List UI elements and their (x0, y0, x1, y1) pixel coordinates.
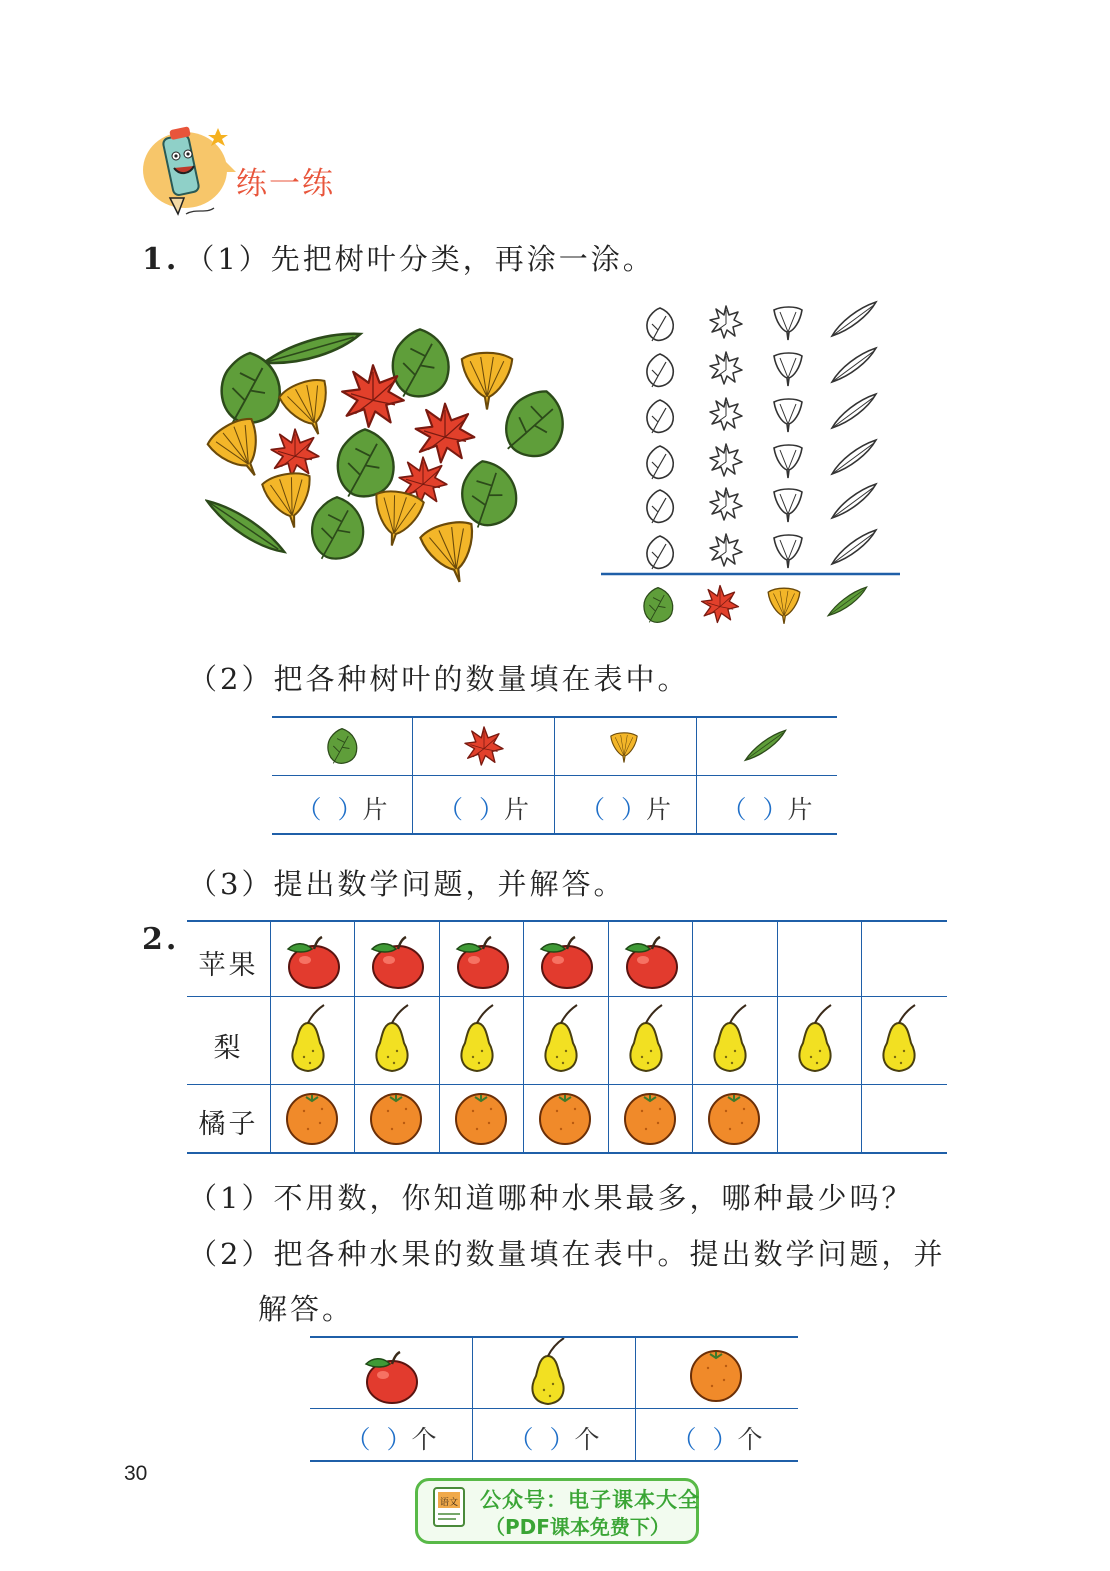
q2-number: 2. (142, 922, 180, 957)
apple-answer[interactable]: （ ）个 (345, 1425, 437, 1454)
tally-base-green-leaf-icon (644, 588, 673, 623)
leaf-answer-2[interactable]: （ ）片 (438, 795, 529, 824)
pear-answer[interactable]: （ ）个 (508, 1425, 600, 1454)
page-number: 30 (124, 1462, 148, 1485)
apple-icon (288, 937, 339, 988)
fruit-table-header-icons (310, 1338, 798, 1408)
q1-part1-text: （1）先把树叶分类，再涂一涂。 (185, 242, 655, 276)
q2-part1-text: （1）不用数，你知道哪种水果最多，哪种最少吗？ (188, 1181, 914, 1215)
leaf-answer-1[interactable]: （ ）片 (296, 795, 388, 824)
pear-icon (799, 1005, 831, 1071)
orange-icon (540, 1094, 590, 1144)
long-green-leaf-icon (745, 730, 785, 760)
orange-icon (287, 1094, 337, 1144)
pear-icon (292, 1005, 324, 1071)
watermark-line-2: （PDF课本免费下） (485, 1515, 670, 1539)
tally-column-green (647, 308, 673, 569)
apple-icon (366, 1352, 417, 1403)
leaf-table-header-icons (272, 718, 837, 774)
green-leaf-icon (328, 729, 357, 764)
tally-base-long-leaf-icon (828, 587, 866, 616)
pear-icon (883, 1005, 915, 1071)
q2-part2-text-cont: 解答。 (258, 1292, 355, 1326)
leaf-answer-4[interactable]: （ ）片 (721, 795, 813, 824)
pear-row (292, 1005, 915, 1071)
fruit-grid (270, 921, 947, 1152)
watermark-line-1: 公众号：电子课本大全 (480, 1488, 700, 1512)
pear-icon (630, 1005, 662, 1071)
pear-icon (461, 1005, 493, 1071)
q1-part3-text: （3）提出数学问题，并解答。 (188, 867, 626, 901)
pear-icon (545, 1005, 577, 1071)
q2-part2-text: （2）把各种水果的数量填在表中。提出数学问题，并 (188, 1237, 946, 1271)
svg-text:语文: 语文 (439, 1498, 459, 1508)
orange-icon (691, 1351, 741, 1401)
orange-icon (456, 1094, 506, 1144)
orange-answer[interactable]: （ ）个 (671, 1425, 763, 1454)
tally-base-red-leaf-icon (702, 586, 739, 623)
leaf-answer-3[interactable]: （ ）片 (580, 795, 671, 824)
leaf-cluster-illustration (205, 318, 580, 590)
tally-base-yellow-leaf-icon (768, 588, 800, 624)
apple-icon (626, 937, 677, 988)
orange-row (287, 1094, 759, 1144)
book-logo-icon (430, 1484, 470, 1532)
pear-icon (714, 1005, 746, 1071)
pear-icon (532, 1338, 564, 1404)
yellow-ginkgo-leaf-icon (611, 733, 637, 763)
row-label-orange: 橘子 (198, 1109, 259, 1140)
orange-icon (371, 1094, 421, 1144)
red-maple-leaf-icon (465, 727, 503, 765)
orange-icon (709, 1094, 759, 1144)
q1-number: 1. (142, 242, 180, 277)
tally-column-yellow (774, 307, 802, 568)
row-label-apple: 苹果 (198, 950, 259, 981)
orange-icon (625, 1094, 675, 1144)
apple-icon (457, 937, 508, 988)
q1-part2-text: （2）把各种树叶的数量填在表中。 (188, 662, 690, 696)
apple-icon (372, 937, 423, 988)
tally-column-long (832, 302, 876, 564)
pear-icon (376, 1005, 408, 1071)
apple-row (288, 937, 677, 988)
apple-icon (541, 937, 592, 988)
row-label-pear: 梨 (213, 1033, 244, 1064)
leaf-tally-chart (598, 292, 903, 632)
q1-line-1 (142, 237, 655, 278)
tally-column-red (710, 306, 742, 566)
section-title: 练一练 (236, 166, 335, 202)
